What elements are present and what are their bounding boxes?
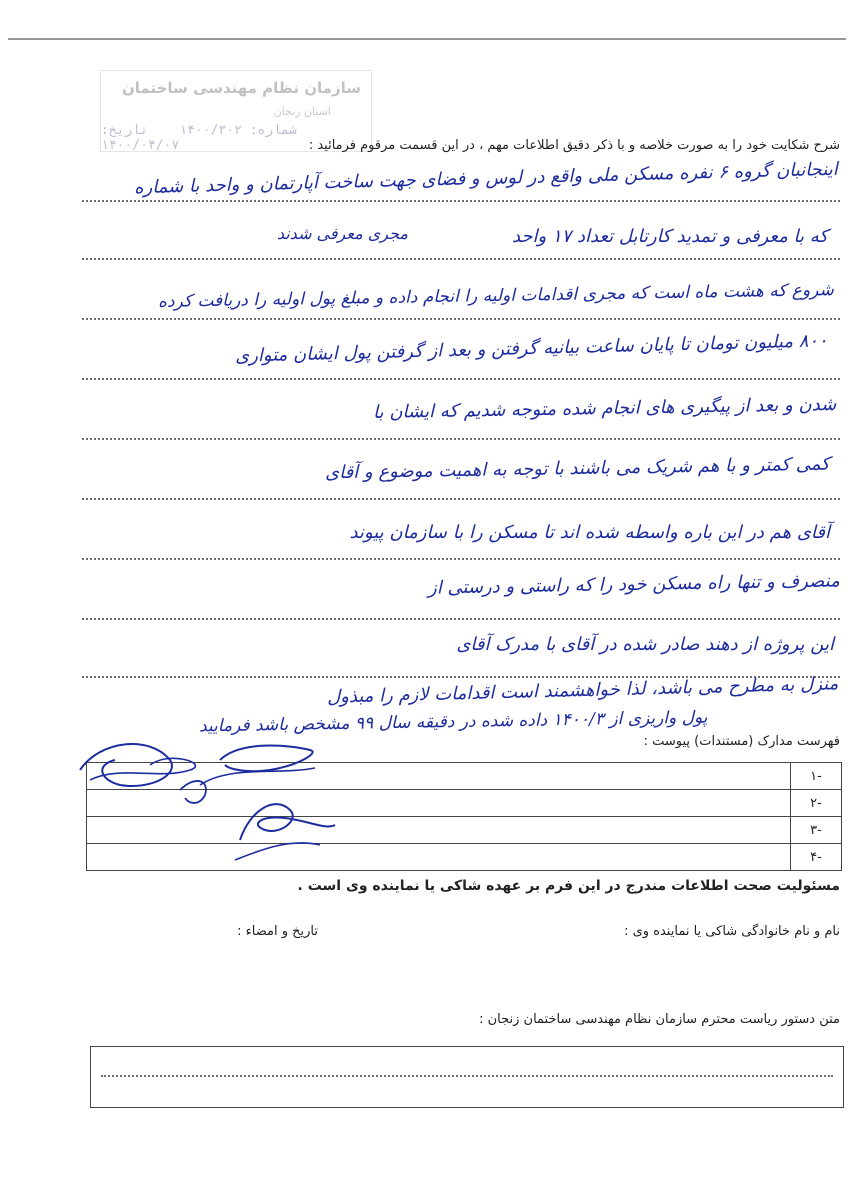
handwritten-line-1b: مجری معرفی شدند xyxy=(276,224,408,243)
handwritten-line-2: که با معرفی و تمدید کارتابل تعداد ۱۷ واحد xyxy=(511,226,828,247)
handwritten-line-11: پول واریزی از ۱۴۰۰/۳ داده شده در دقیقه سال ۹۹ مشخص باشد فرمایید xyxy=(199,707,709,737)
writing-line xyxy=(82,618,840,620)
row-number: -۳ xyxy=(791,817,842,844)
writing-line xyxy=(82,558,840,560)
writing-line xyxy=(101,1075,833,1077)
stamp-number: شماره: ۱۴۰۰/۳۰۲ xyxy=(179,123,297,138)
handwritten-line-7: آقای هم در این باره واسطه شده اند تا مسکن را با سازمان پیوند xyxy=(349,522,830,543)
writing-line xyxy=(82,498,840,500)
handwritten-line-1: اینجانبان گروه ۶ نفره مسکن ملی واقع در لوس و فضای جهت ساخت آپارتمان و واحد با شماره xyxy=(134,158,839,199)
handwritten-line-5: شدن و بعد از پیگیری های انجام شده متوجه شدیم که ایشان با xyxy=(372,393,837,424)
writing-line xyxy=(82,200,840,202)
writing-line xyxy=(82,318,840,320)
stamp-date: تاریخ: ۱۴۰۰/۰۴/۰۷ xyxy=(101,123,180,153)
handwritten-line-10: منزل به مطرح می باشد، لذا خواهشمند است اقدامات لازم را مبذول xyxy=(326,673,839,708)
complainant-name-label: نام و نام خانوادگی شاکی یا نماینده وی : xyxy=(624,924,840,939)
handwritten-line-4: ۸۰۰ میلیون تومان تا پایان ساعت بیانیه گرفتن و بعد از گرفتن پول ایشان متواری xyxy=(235,330,829,367)
order-box[interactable] xyxy=(90,1046,844,1108)
writing-line xyxy=(82,438,840,440)
handwritten-line-9: این پروژه از دهند صادر شده در آقای با مدرک آقای xyxy=(456,634,834,655)
date-signature-label: تاریخ و امضاء : xyxy=(237,924,318,939)
responsibility-note: مسئولیت صحت اطلاعات مندرج در این فرم بر عهده شاکی یا نماینده وی است . xyxy=(297,878,840,894)
stamp-province: استان زنجان xyxy=(273,105,331,118)
signature-scribbles xyxy=(60,720,340,870)
row-number: -۱ xyxy=(791,763,842,790)
documents-label: فهرست مدارک (مستندات) پیوست : xyxy=(643,734,840,749)
writing-line xyxy=(82,378,840,380)
handwritten-line-8: منصرف و تنها راه مسکن خود را که راستی و درستی از xyxy=(428,570,841,599)
top-rule xyxy=(8,38,846,40)
order-label: متن دستور ریاست محترم سازمان نظام مهندسی ساختمان زنجان : xyxy=(479,1012,840,1027)
handwritten-line-3: شروع که هشت ماه است که مجری اقدامات اولیه را انجام داده و مبلغ پول اولیه را دریافت کرده xyxy=(158,280,835,312)
complaint-instruction: شرح شکایت خود را به صورت خلاصه و با ذکر دقیق اطلاعات مهم ، در این قسمت مرقوم فرمائید : xyxy=(308,138,840,153)
writing-line xyxy=(82,258,840,260)
row-number: -۴ xyxy=(791,844,842,871)
row-number: -۲ xyxy=(791,790,842,817)
stamp-org-name: سازمان نظام مهندسی ساختمان xyxy=(122,79,361,97)
handwritten-line-6: کمی کمتر و با هم شریک می باشند با توجه به اهمیت موضوع و آقای xyxy=(325,453,831,484)
